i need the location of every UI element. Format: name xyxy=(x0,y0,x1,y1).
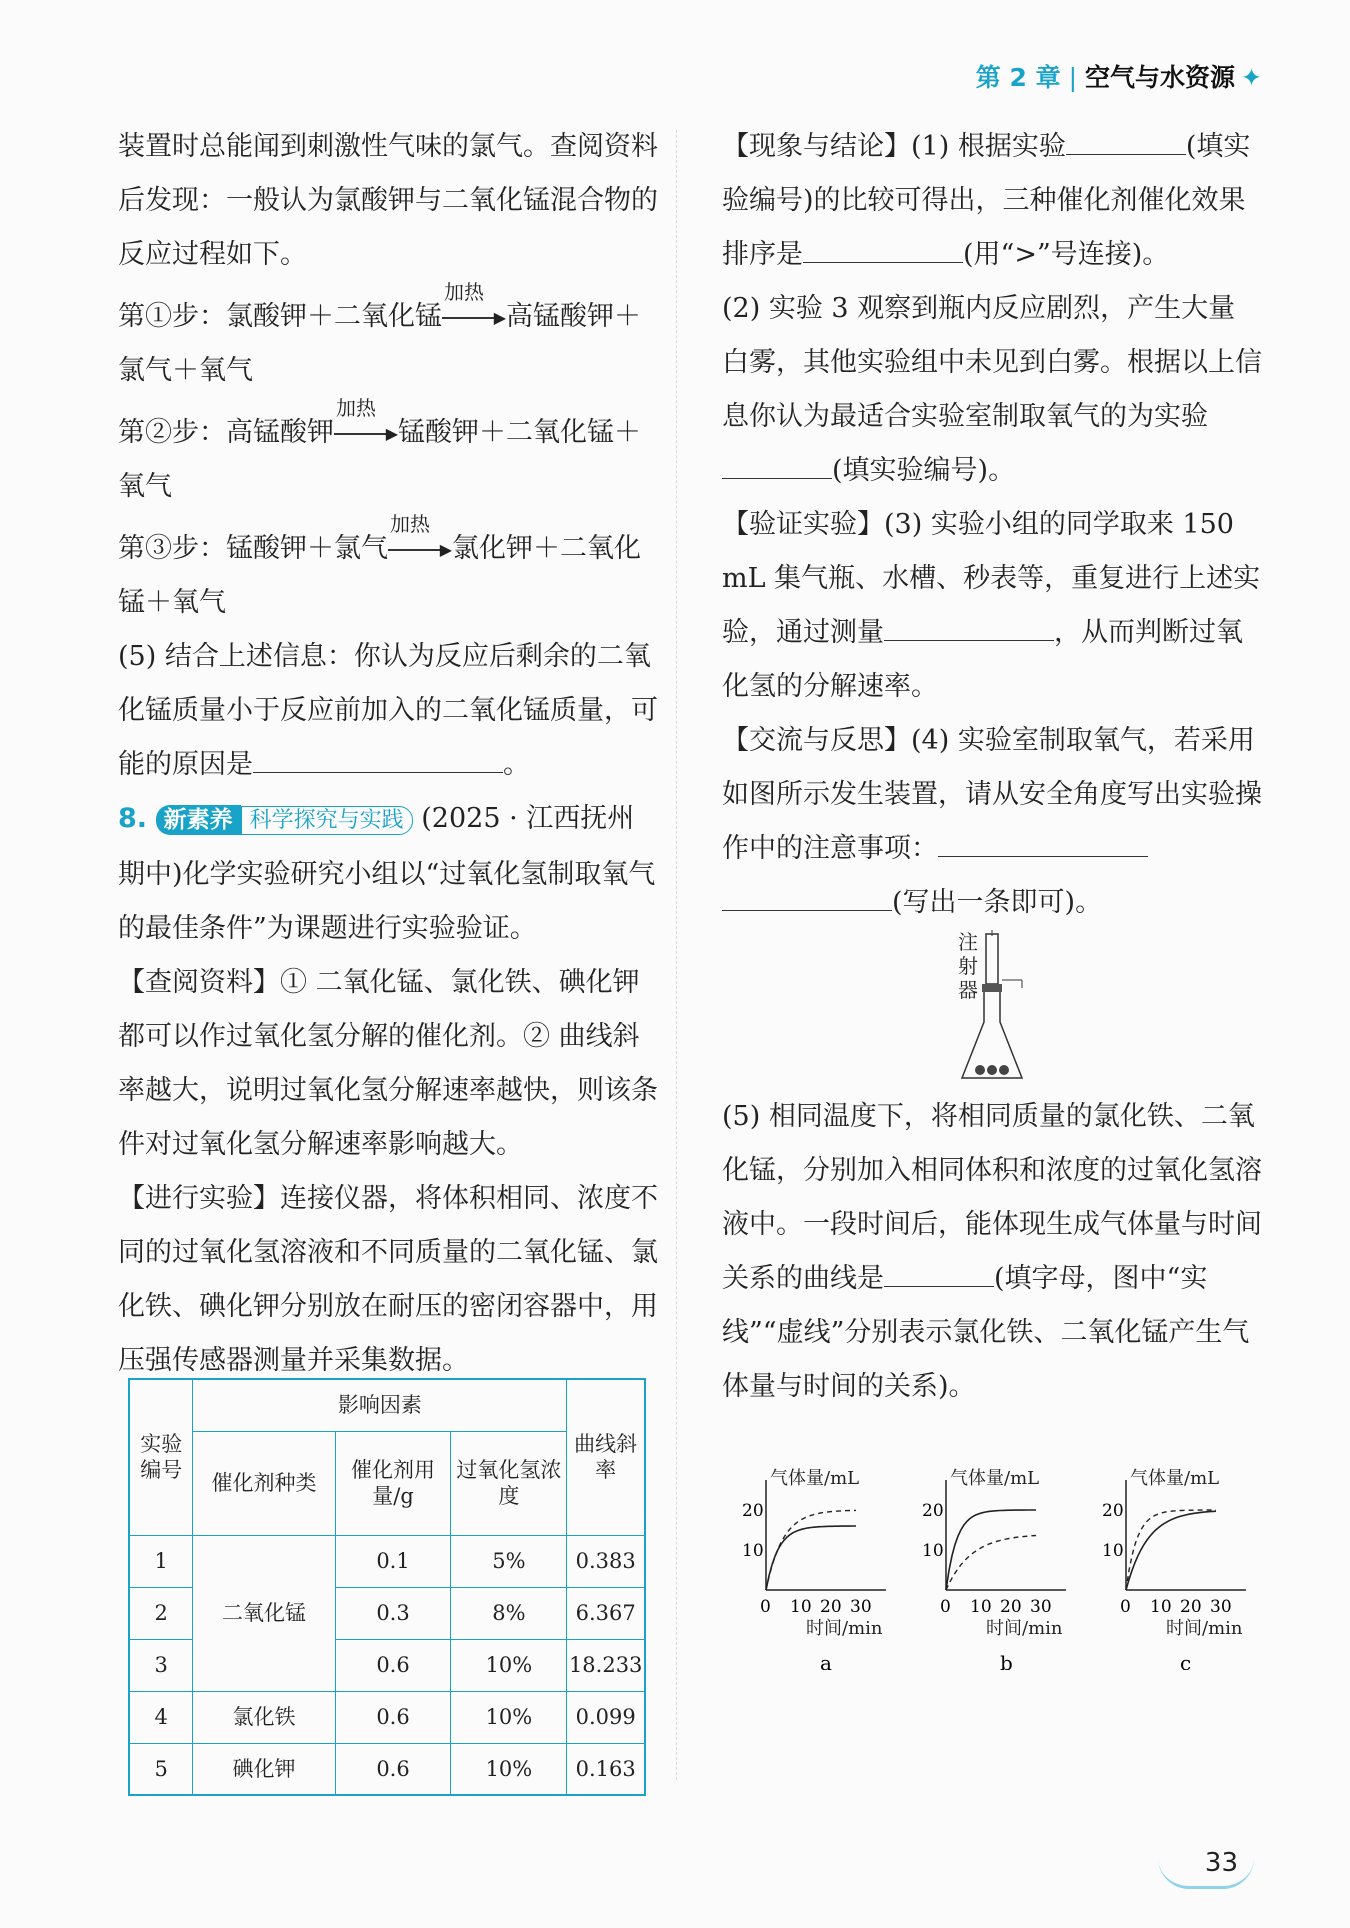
x-tick-label: 10 xyxy=(1150,1597,1172,1617)
step-2: 第②步：高锰酸钾 加热 ▶ 锰酸钾＋二氧化锰＋氧气 xyxy=(118,395,641,502)
answer-blank[interactable] xyxy=(1066,120,1186,155)
table-row: 2 0.3 8% 6.367 xyxy=(129,1587,645,1639)
heat-arrow: 加热 ▶ xyxy=(390,511,452,559)
header-concentration: 过氧化氢浓度 xyxy=(451,1431,567,1535)
syringe-label: 注射器 xyxy=(958,930,978,1002)
heat-arrow: 加热 ▶ xyxy=(336,395,398,443)
y-axis-label: 气体量/mL xyxy=(1130,1468,1220,1489)
answer-blank[interactable] xyxy=(722,444,832,479)
apparatus-figure xyxy=(722,930,1262,1090)
x-tick-label: 0 xyxy=(1120,1597,1131,1617)
x-tick-label: 30 xyxy=(850,1597,872,1617)
x-axis-label: 时间/min xyxy=(1166,1618,1243,1639)
answer-blank[interactable] xyxy=(803,228,963,263)
page-number: 33 xyxy=(1204,1848,1238,1878)
question-2: (2) 实验 3 观察到瓶内反应剧烈，产生大量白雾，其他实验组中未见到白雾。根据以上信息你认为最适合实验室制取氧气的为实验(填实验编号)。 xyxy=(722,293,1262,486)
table-row: 3 0.6 10% 18.233 xyxy=(129,1639,645,1691)
x-tick-label: 10 xyxy=(790,1597,812,1617)
heat-arrow: 加热 ▶ xyxy=(444,279,506,327)
x-tick-label: 10 xyxy=(970,1597,992,1617)
panel-label: c xyxy=(1180,1651,1192,1670)
question-3: 【验证实验】(3) 实验小组的同学取来 150 mL 集气瓶、水槽、秒表等，重复进行上述实验，通过测量 ，从而判断过氧化氢的分解速率。 xyxy=(722,509,1261,702)
y-tick-label: 20 xyxy=(1102,1501,1124,1521)
x-tick-label: 20 xyxy=(1000,1597,1022,1617)
dashed-curve xyxy=(766,1510,856,1590)
y-tick-label: 20 xyxy=(922,1501,944,1521)
x-tick-label: 20 xyxy=(1180,1597,1202,1617)
y-tick-label: 20 xyxy=(742,1501,764,1521)
graphs-svg xyxy=(728,1450,1268,1670)
table-row: 1 二氧化锰 0.1 5% 0.383 xyxy=(129,1535,645,1587)
dashed-curve xyxy=(1126,1510,1216,1590)
sparkle-icon: ✦ xyxy=(1241,63,1262,92)
table-row: 5 碘化钾 0.6 10% 0.163 xyxy=(129,1743,645,1795)
x-axis-label: 时间/min xyxy=(806,1618,883,1639)
gas-volume-graphs xyxy=(728,1450,1268,1674)
answer-blank[interactable] xyxy=(938,822,1148,857)
question-8: 8. 新素养 科学探究与实践 (2025 · 江西抚州期中)化学实验研究小组以“过氧化氢制取氧气的最佳条件”为课题进行实验验证。 xyxy=(118,803,656,944)
answer-blank[interactable] xyxy=(884,606,1054,641)
chapter-number: 第 2 章 xyxy=(975,63,1061,92)
dashed-curve xyxy=(946,1536,1036,1591)
question-1: 【现象与结论】(1) 根据实验 (填实验编号)的比较可得出，三种催化剂催化效果排序是 (用“>”号连接)。 xyxy=(722,120,1262,282)
intro-text: 装置时总能闻到刺激性气味的氯气。查阅资料后发现：一般认为氯酸钾与二氧化锰混合物的反应过程如下。 xyxy=(118,131,658,270)
right-column xyxy=(722,120,1262,1414)
x-tick-label: 0 xyxy=(760,1597,771,1617)
answer-blank[interactable] xyxy=(253,738,503,773)
experiment-table xyxy=(128,1378,646,1796)
answer-blank[interactable] xyxy=(722,876,892,911)
header-mass: 催化剂用量/g xyxy=(335,1431,451,1535)
column-divider xyxy=(676,130,677,1780)
x-tick-label: 30 xyxy=(1210,1597,1232,1617)
chapter-title: 空气与水资源 xyxy=(1085,63,1236,92)
flask-syringe-diagram xyxy=(922,930,1052,1086)
y-tick-label: 10 xyxy=(742,1541,764,1561)
practice-tag: 科学探究与实践 xyxy=(241,806,413,835)
x-tick-label: 0 xyxy=(940,1597,951,1617)
header-factor: 影响因素 xyxy=(193,1379,567,1431)
step-3: 第③步：锰酸钾＋氯气 加热 ▶ 氯化钾＋二氧化锰＋氧气 xyxy=(118,511,641,618)
literacy-tag: 新素养 xyxy=(156,805,241,835)
question-4: 【交流与反思】(4) 实验室制取氧气，若采用如图所示发生装置，请从安全角度写出实验操作中的注意事项：(写出一条即可)。 xyxy=(722,725,1262,918)
experiment-procedure: 【进行实验】连接仪器，将体积相同、浓度不同的过氧化氢溶液和不同质量的二氧化锰、氯化铁、碘化钾分别放在耐压的密闭容器中，用压强传感器测量并采集数据。 xyxy=(118,1183,658,1376)
step-1: 第①步：氯酸钾＋二氧化锰 加热 ▶ 高锰酸钾＋氯气＋氧气 xyxy=(118,279,641,386)
reference-info: 【查阅资料】① 二氧化锰、氯化铁、碘化钾都可以作过氧化氢分解的催化剂。② 曲线斜率越大，说明过氧化氢分解速率越快，则该条件对过氧化氢分解速率影响越大。 xyxy=(118,967,658,1160)
table-row: 4 氯化铁 0.6 10% 0.099 xyxy=(129,1691,645,1743)
question-5-right: (5) 相同温度下，将相同质量的氯化铁、二氧化锰，分别加入相同体积和浓度的过氧化氢溶液中。一段时间后，能体现生成气体量与时间关系的曲线是 (填字母，图中“实线”“虚线”分别表示氯化铁、二氧化锰产生气体量与时间的关系)。 xyxy=(722,1101,1262,1402)
chapter-header: 第 2 章 | 空气与水资源 ✦ xyxy=(975,63,1262,92)
solid-curve xyxy=(1126,1511,1216,1590)
question-5-left: (5) 结合上述信息：你认为反应后剩余的二氧化锰质量小于反应前加入的二氧化锰质量，可能的原因是 。 xyxy=(118,641,658,780)
header-exp-no: 实验编号 xyxy=(129,1379,193,1535)
solid-curve xyxy=(766,1526,856,1590)
panel-label: a xyxy=(820,1651,832,1670)
solid-curve xyxy=(946,1510,1036,1590)
y-tick-label: 10 xyxy=(922,1541,944,1561)
header-slope: 曲线斜率 xyxy=(567,1379,645,1535)
panel-label: b xyxy=(1000,1651,1013,1670)
left-column xyxy=(118,120,658,1388)
x-tick-label: 20 xyxy=(820,1597,842,1617)
x-tick-label: 30 xyxy=(1030,1597,1052,1617)
y-tick-label: 10 xyxy=(1102,1541,1124,1561)
question-number: 8. xyxy=(118,803,148,834)
y-axis-label: 气体量/mL xyxy=(950,1468,1040,1489)
y-axis-label: 气体量/mL xyxy=(770,1468,860,1489)
answer-blank[interactable] xyxy=(884,1252,994,1287)
x-axis-label: 时间/min xyxy=(986,1618,1063,1639)
header-catalyst: 催化剂种类 xyxy=(193,1431,335,1535)
